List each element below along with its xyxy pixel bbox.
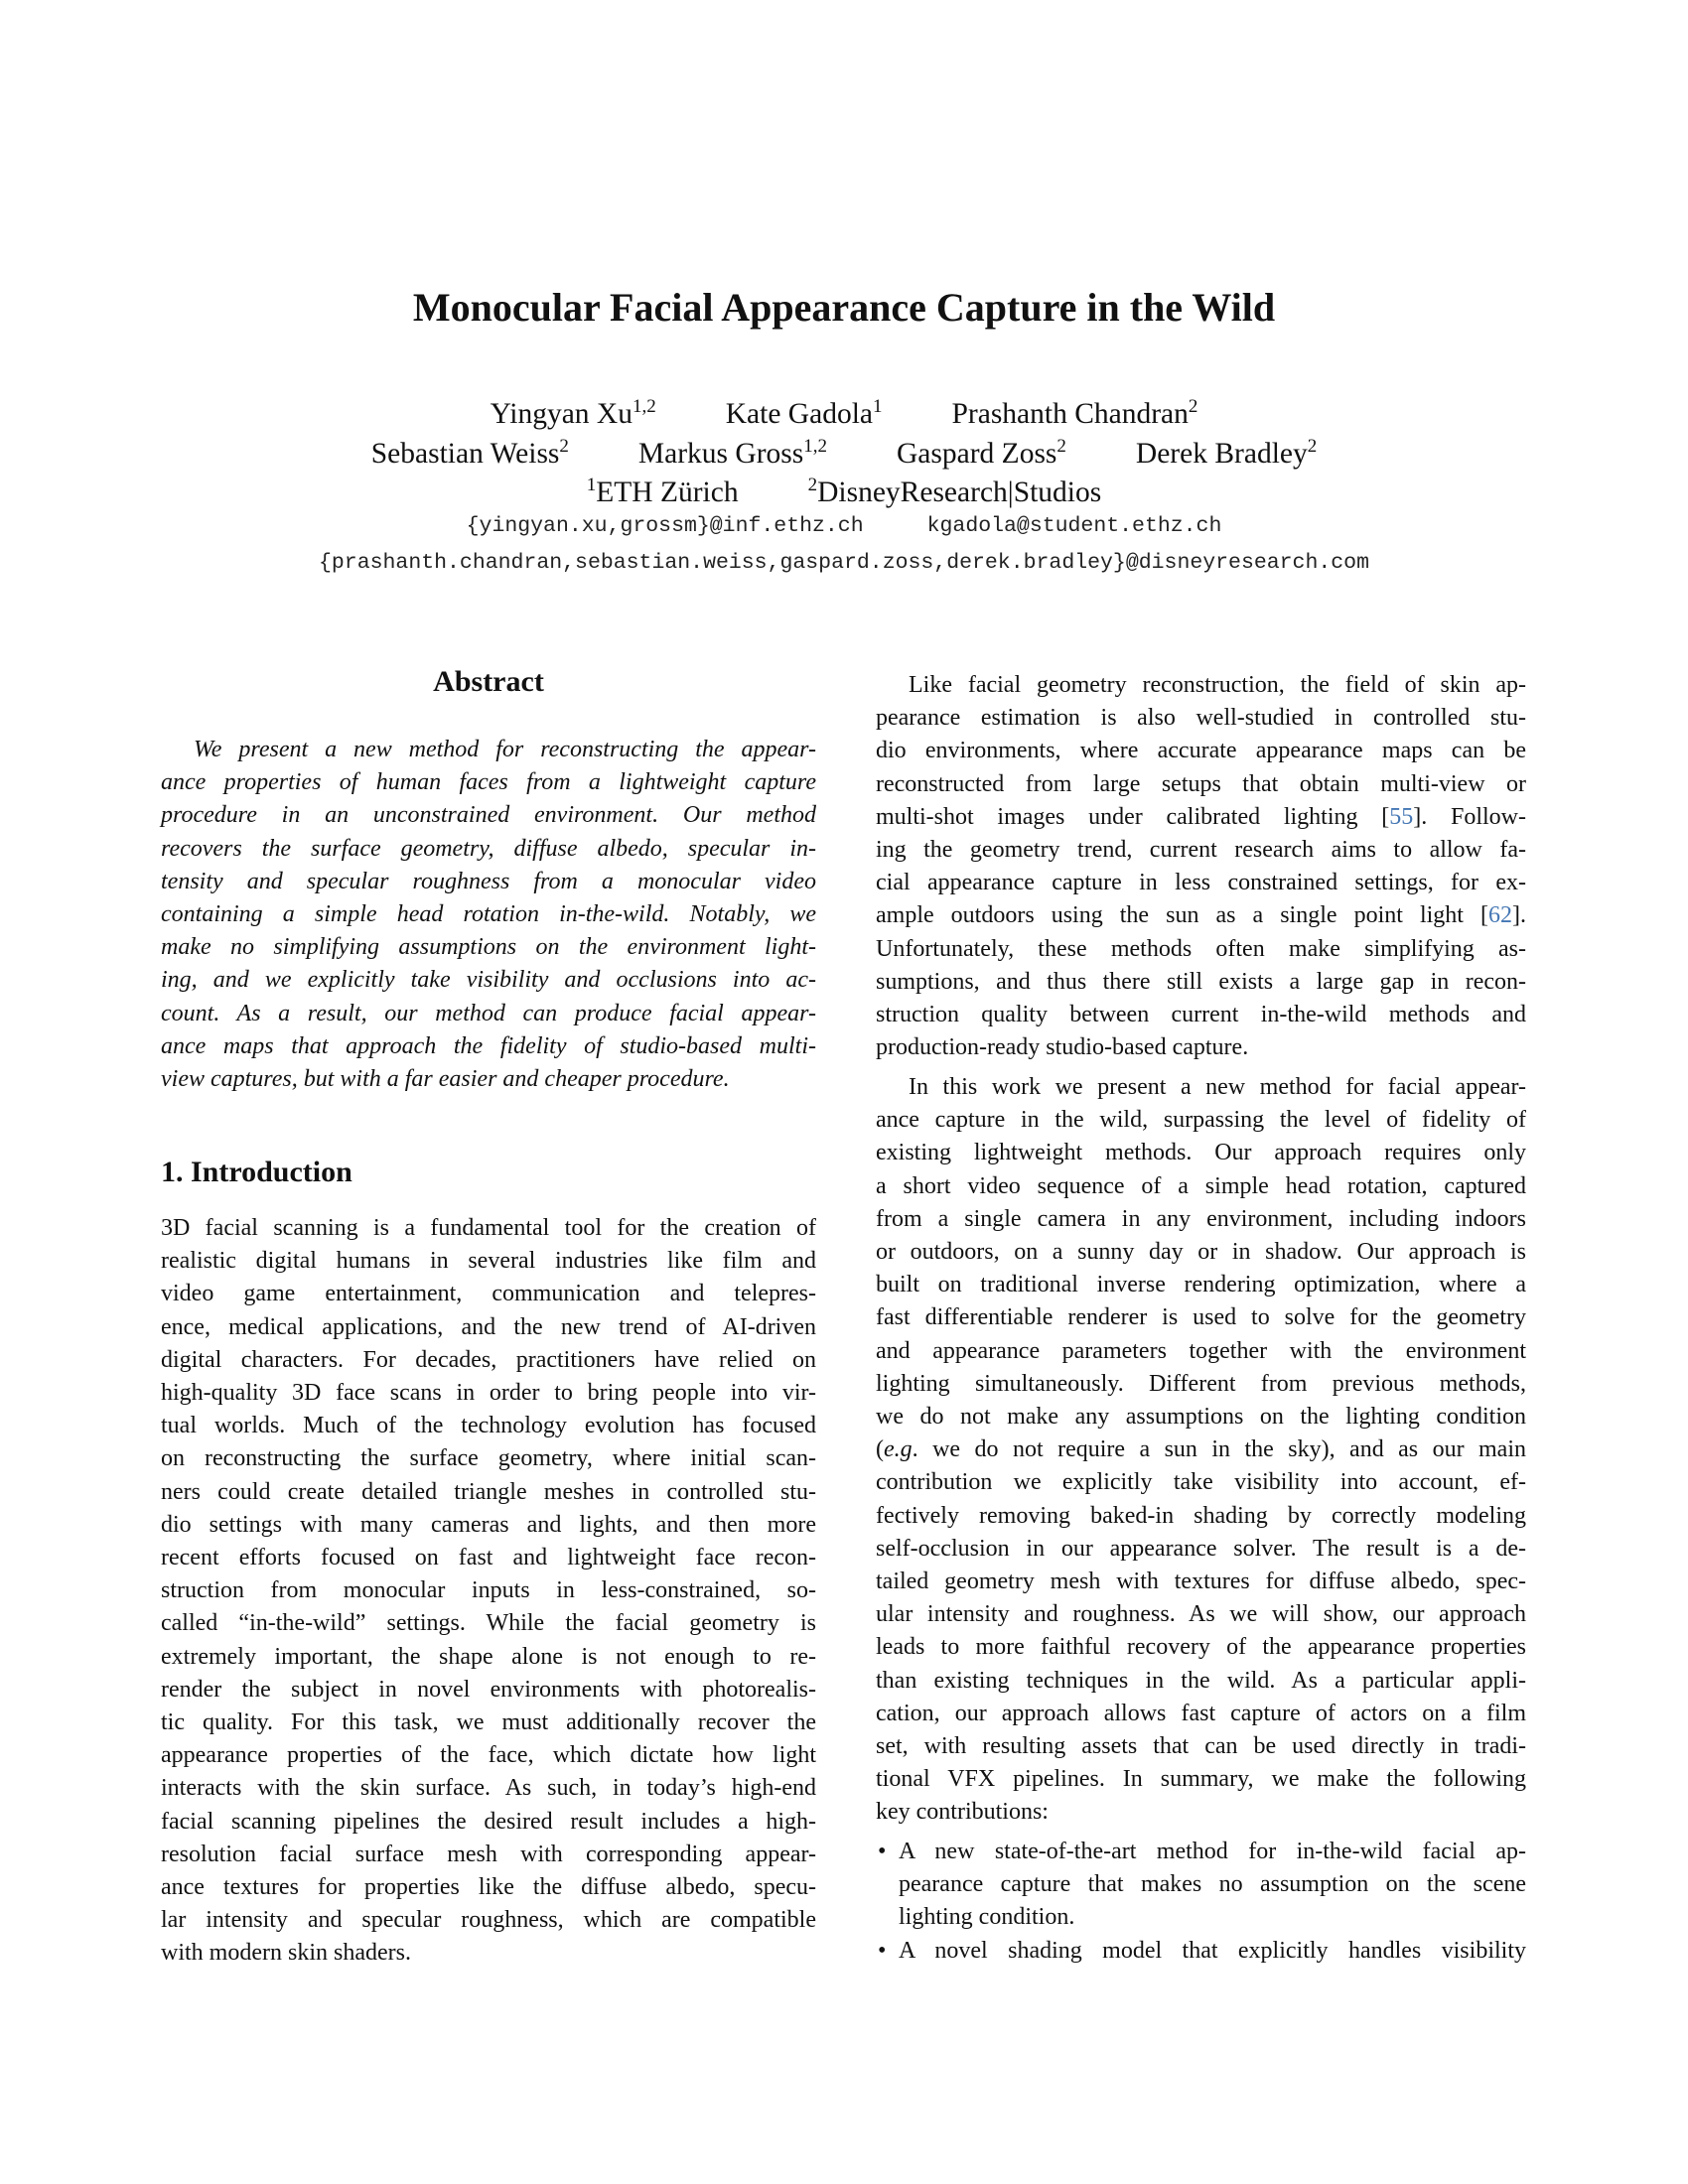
text-line (876, 868, 1526, 897)
text-line (876, 1105, 1526, 1135)
text-line: make no simplifying assumptions on the environment light- (161, 934, 816, 961)
email-row-2 (0, 550, 1688, 576)
text-line (876, 1369, 1526, 1399)
text-line: facial scanning pipelines the desired result includes a high- (161, 1808, 816, 1835)
text-line: tic quality. For this task, we must additionally recover the (161, 1709, 816, 1735)
text-run: ]. (1512, 902, 1526, 929)
text-run: reconstructed from large setups that obtain multi-view or (876, 770, 1526, 797)
text-run: . we do not require a sun in the sky), and as our main (912, 1436, 1526, 1463)
emphasis: e.g (884, 1436, 913, 1463)
email-address: kgadola@student.ethz.ch (926, 514, 1222, 538)
text-line: view captures, but with a far easier and cheaper procedure. (161, 1066, 730, 1092)
author-name: Derek Bradley (1135, 438, 1308, 470)
text-line (876, 835, 1526, 865)
author-affiliation-mark: 1,2 (803, 436, 827, 457)
author-affiliation-mark: 1 (873, 396, 883, 417)
bullet-icon: • (878, 1839, 887, 1864)
author-name: Markus Gross (637, 438, 804, 470)
text-line: resolution facial surface mesh with corresponding appear- (161, 1841, 816, 1867)
text-line (876, 736, 1526, 765)
text-line (876, 1764, 1526, 1794)
section-heading-introduction: 1. Introduction (161, 1156, 352, 1188)
text-line: ance properties of human faces from a lightweight capture (161, 769, 816, 796)
text-run: cation, our approach allows fast capture of actors on a film (876, 1700, 1526, 1726)
text-line: tensity and specular roughness from a monocular video (161, 868, 816, 894)
text-run: Unfortunately, these methods often make simplifying as- (876, 935, 1526, 962)
text-run: existing lightweight methods. Our approach requires only (876, 1140, 1526, 1166)
text-run: ]. Follow- (1413, 803, 1527, 830)
text-line: recent efforts focused on fast and lightweight face recon- (161, 1545, 816, 1570)
affiliation-name: ETH Zürich (596, 477, 739, 508)
text-line (876, 900, 1526, 930)
text-line (876, 1567, 1526, 1596)
text-line (876, 1534, 1526, 1564)
author (491, 398, 656, 430)
text-line: extremely important, the shape alone is not enough to re- (161, 1643, 816, 1670)
text-run: we do not make any assumptions on the lighting condition (876, 1404, 1526, 1430)
text-run: built on traditional inverse rendering optimization, where a (876, 1272, 1526, 1298)
text-line: dio settings with many cameras and lights, and then more (161, 1511, 816, 1538)
text-line (876, 1434, 1526, 1464)
text-run: and appearance parameters together with the environment (876, 1337, 1526, 1364)
text-line (876, 1336, 1526, 1366)
author-affiliation-mark: 2 (1056, 436, 1066, 457)
author (371, 438, 569, 470)
text-line: count. As a result, our method can produce facial appear- (161, 1000, 816, 1026)
affiliation-number: 2 (807, 475, 818, 495)
text-line: called “in-the-wild” settings. While the facial geometry is (161, 1610, 816, 1637)
author (952, 398, 1198, 430)
text-line (876, 1204, 1526, 1234)
text-run: production-ready studio-based capture. (876, 1034, 1249, 1061)
text-line (876, 769, 1526, 799)
text-run: tailed geometry mesh with textures for diffuse albedo, spec- (876, 1569, 1526, 1594)
text-line: on reconstructing the surface geometry, where initial scan- (161, 1445, 816, 1472)
text-run: struction quality between current in-the-wild methods and (876, 1002, 1526, 1027)
text-line: with modern skin shaders. (161, 1940, 411, 1967)
author-row-1 (0, 397, 1688, 435)
text-run: sumptions, and thus there still exists a large gap in recon- (876, 968, 1526, 995)
text-line (876, 1731, 1526, 1761)
author (638, 438, 827, 470)
text-line: struction from monocular inputs in less-constrained, so- (161, 1577, 816, 1604)
text-line: pearance capture that makes no assumption on the scene (899, 1871, 1526, 1898)
text-line: ance maps that approach the fidelity of studio-based multi- (161, 1032, 816, 1059)
text-line (876, 802, 1526, 832)
text-line: ence, medical applications, and the new trend of AI-driven (161, 1313, 816, 1340)
text-line (876, 934, 1526, 964)
text-line (876, 1032, 1526, 1062)
text-run: key contributions: (876, 1799, 1049, 1826)
text-run: lighting simultaneously. Different from previous methods, (876, 1370, 1526, 1397)
text-run: dio environments, where accurate appearance maps can be (876, 738, 1526, 764)
text-line: 3D facial scanning is a fundamental tool for the creation of (161, 1215, 816, 1241)
affiliation-number: 1 (586, 475, 597, 495)
abstract-heading: Abstract (433, 665, 544, 698)
text-run: fectively removing baked-in shading by correctly modeling (876, 1502, 1526, 1529)
author-name: Yingyan Xu (490, 398, 633, 430)
text-run: ular intensity and roughness. As we will show, our approach (876, 1601, 1526, 1628)
text-line: ance textures for properties like the diffuse albedo, specu- (161, 1874, 816, 1900)
text-line (876, 1467, 1526, 1497)
author-affiliation-mark: 2 (1307, 436, 1318, 457)
text-line (876, 1699, 1526, 1728)
author (1136, 438, 1317, 470)
text-run: ( (876, 1436, 884, 1463)
paper-title: Monocular Facial Appearance Capture in the Wild (412, 285, 1276, 330)
text-run: from a single camera in any environment, including indoors (876, 1205, 1526, 1232)
text-run: In this work we present a new method for facial appear- (909, 1074, 1526, 1100)
text-line (909, 670, 1526, 700)
text-run: Like facial geometry reconstruction, the field of skin ap- (909, 672, 1526, 698)
author (726, 398, 883, 430)
text-line: interacts with the skin surface. As such, in today’s high-end (161, 1775, 816, 1802)
text-line: realistic digital humans in several industries like film and (161, 1248, 816, 1275)
text-line: appearance properties of the face, which dictate how light (161, 1742, 816, 1769)
text-run: fast differentiable renderer is used to solve for the geometry (876, 1304, 1526, 1331)
text-run: set, with resulting assets that can be used directly in tradi- (876, 1733, 1526, 1759)
text-line (876, 1501, 1526, 1531)
text-line: video game entertainment, communication and telepres- (161, 1281, 816, 1307)
text-line (876, 1000, 1526, 1029)
citation-link[interactable]: 62 (1488, 902, 1512, 929)
text-line: render the subject in novel environments with photorealis- (161, 1676, 816, 1703)
text-line (876, 1138, 1526, 1167)
text-line: containing a simple head rotation in-the-wild. Notably, we (161, 901, 816, 927)
text-run: ing the geometry trend, current research aims to allow fa- (876, 837, 1526, 863)
text-run: than existing techniques in the wild. As a particular appli- (876, 1667, 1526, 1694)
text-line (876, 967, 1526, 997)
text-line (876, 1599, 1526, 1629)
text-run: multi-shot images under calibrated lighting [ (876, 803, 1390, 830)
text-run: a short video sequence of a simple head rotation, captured (876, 1172, 1526, 1199)
text-line: ing, and we explicitly take visibility and occlusions into ac- (161, 967, 816, 994)
text-line (876, 1302, 1526, 1332)
text-run: pearance estimation is also well-studied in controlled stu- (876, 705, 1526, 732)
author-affiliation-mark: 2 (1188, 396, 1198, 417)
text-line: A new state-of-the-art method for in-the-wild facial ap- (899, 1839, 1526, 1864)
text-line (876, 1632, 1526, 1662)
text-line: We present a new method for reconstructing the appear- (194, 737, 816, 762)
text-run: tional VFX pipelines. In summary, we make the following (876, 1766, 1526, 1793)
author-affiliation-mark: 2 (559, 436, 569, 457)
text-line: high-quality 3D face scans in order to bring people into vir- (161, 1380, 816, 1406)
text-line: tual worlds. Much of the technology evolution has focused (161, 1413, 816, 1439)
author-affiliation-mark: 1,2 (633, 396, 656, 417)
author (897, 438, 1066, 470)
bullet-icon: • (878, 1937, 887, 1964)
citation-link[interactable]: 55 (1389, 803, 1414, 830)
text-line (876, 703, 1526, 733)
affiliations (0, 476, 1688, 513)
affiliation (587, 477, 739, 508)
text-line: procedure in an unconstrained environment. Our method (161, 802, 816, 829)
text-line (876, 1797, 1526, 1827)
email-row-1 (0, 513, 1688, 539)
text-line: lar intensity and specular roughness, which are compatible (161, 1907, 816, 1934)
text-run: cial appearance capture in less constrained settings, for ex- (876, 870, 1526, 896)
text-line (876, 1171, 1526, 1201)
text-line (909, 1072, 1526, 1102)
text-line (876, 1237, 1526, 1267)
text-line: ners could create detailed triangle meshes in controlled stu- (161, 1478, 816, 1505)
text-run: ample outdoors using the sun as a single point light [ (876, 902, 1488, 929)
author-name: Sebastian Weiss (370, 438, 560, 470)
text-line (876, 1402, 1526, 1432)
affiliation (808, 477, 1102, 508)
affiliation-name: DisneyResearch|Studios (817, 477, 1102, 508)
author-name: Prashanth Chandran (951, 398, 1189, 430)
email-address: {prashanth.chandran,sebastian.weiss,gaspard.zoss,derek.bradley}@disneyresearch.com (319, 551, 1369, 575)
text-run: ance capture in the wild, surpassing the level of fidelity of (876, 1107, 1526, 1134)
text-line: recovers the surface geometry, diffuse albedo, specular in- (161, 835, 816, 862)
text-line (876, 1666, 1526, 1696)
text-run: or outdoors, on a sunny day or in shadow. Our approach is (876, 1239, 1526, 1265)
email-address: {yingyan.xu,grossm}@inf.ethz.ch (466, 514, 864, 538)
text-run: contribution we explicitly take visibility into account, ef- (876, 1469, 1526, 1496)
text-line: lighting condition. (899, 1904, 1075, 1931)
author-name: Gaspard Zoss (897, 438, 1057, 470)
author-row-2 (0, 437, 1688, 475)
text-line: digital characters. For decades, practitioners have relied on (161, 1346, 816, 1373)
text-run: self-occlusion in our appearance solver. The result is a de- (876, 1535, 1526, 1562)
text-line (876, 1270, 1526, 1299)
text-run: leads to more faithful recovery of the appearance properties (876, 1634, 1526, 1661)
text-line: A novel shading model that explicitly handles visibility (899, 1937, 1526, 1964)
author-name: Kate Gadola (725, 398, 873, 430)
